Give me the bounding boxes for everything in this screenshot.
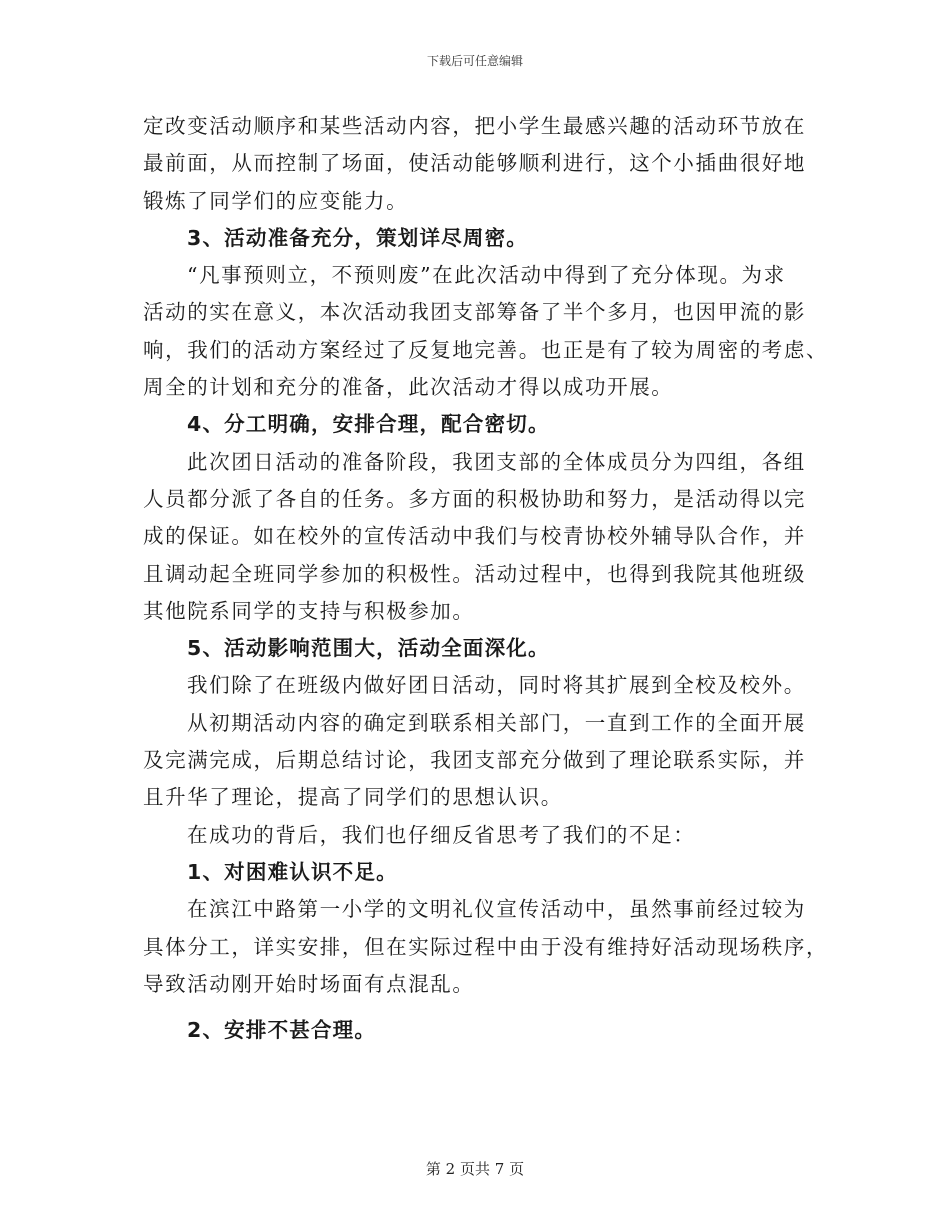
page-header: 下载后可任意编辑 <box>426 54 523 68</box>
text-line: 最前面，从而控制了场面，使活动能够顺利进行，这个小插曲很好地 <box>143 151 806 176</box>
text-line: 且升华了理论，提高了同学们的思想认识。 <box>143 785 563 810</box>
text-line: 其他院系同学的支持与积极参加。 <box>143 598 475 623</box>
section-heading: 3、活动准备充分，策划详尽周密。 <box>187 225 528 250</box>
section-heading: 1、对困难认识不足。 <box>187 859 398 884</box>
text-line: 在滨江中路第一小学的文明礼仪宣传活动中，虽然事前经过较为 <box>187 897 806 922</box>
text-line: 此次团日活动的准备阶段，我团支部的全体成员分为四组，各组 <box>187 449 806 474</box>
text-line: 周全的计划和充分的准备，此次活动才得以成功开展。 <box>143 375 674 400</box>
section-heading: 2、安排不甚合理。 <box>187 1018 377 1043</box>
text-line: 从初期活动内容的确定到联系相关部门，一直到工作的全面开展 <box>187 710 806 735</box>
text-line: 定改变活动顺序和某些活动内容，把小学生最感兴趣的活动环节放在 <box>143 114 806 138</box>
text-line: 在成功的背后，我们也仔细反省思考了我们的不足： <box>187 822 696 847</box>
text-line: “凡事预则立，不预则废”在此次活动中得到了充分体现。为求 <box>187 263 786 288</box>
text-line: 活动的实在意义，本次活动我团支部筹备了半个多月，也因甲流的影 <box>143 300 806 325</box>
text-line: 及完满完成，后期总结讨论，我团支部充分做到了理论联系实际，并 <box>143 748 806 773</box>
section-heading: 5、活动影响范围大，活动全面深化。 <box>187 636 550 661</box>
document-body <box>143 108 829 1049</box>
text-line: 且调动起全班同学参加的积极性。活动过程中，也得到我院其他班级 <box>143 561 806 586</box>
text-line: 成的保证。如在校外的宣传活动中我们与校青协校外辅导队合作，并 <box>143 524 806 549</box>
page-footer: 第 2 页共 7 页 <box>425 1160 525 1178</box>
section-heading: 4、分工明确，安排合理，配合密切。 <box>187 412 550 437</box>
text-line: 导致活动刚开始时场面有点混乱。 <box>143 971 475 996</box>
text-line: 我们除了在班级内做好团日活动，同时将其扩展到全校及校外。 <box>187 673 806 698</box>
text-line: 具体分工，详实安排，但在实际过程中由于没有维持好活动现场秩序， <box>143 934 829 959</box>
text-line: 响，我们的活动方案经过了反复地完善。也正是有了较为周密的考虑、 <box>143 337 829 362</box>
text-line: 人员都分派了各自的任务。多方面的积极协助和努力，是活动得以完 <box>143 486 806 511</box>
text-line: 锻炼了同学们的应变能力。 <box>143 188 409 213</box>
